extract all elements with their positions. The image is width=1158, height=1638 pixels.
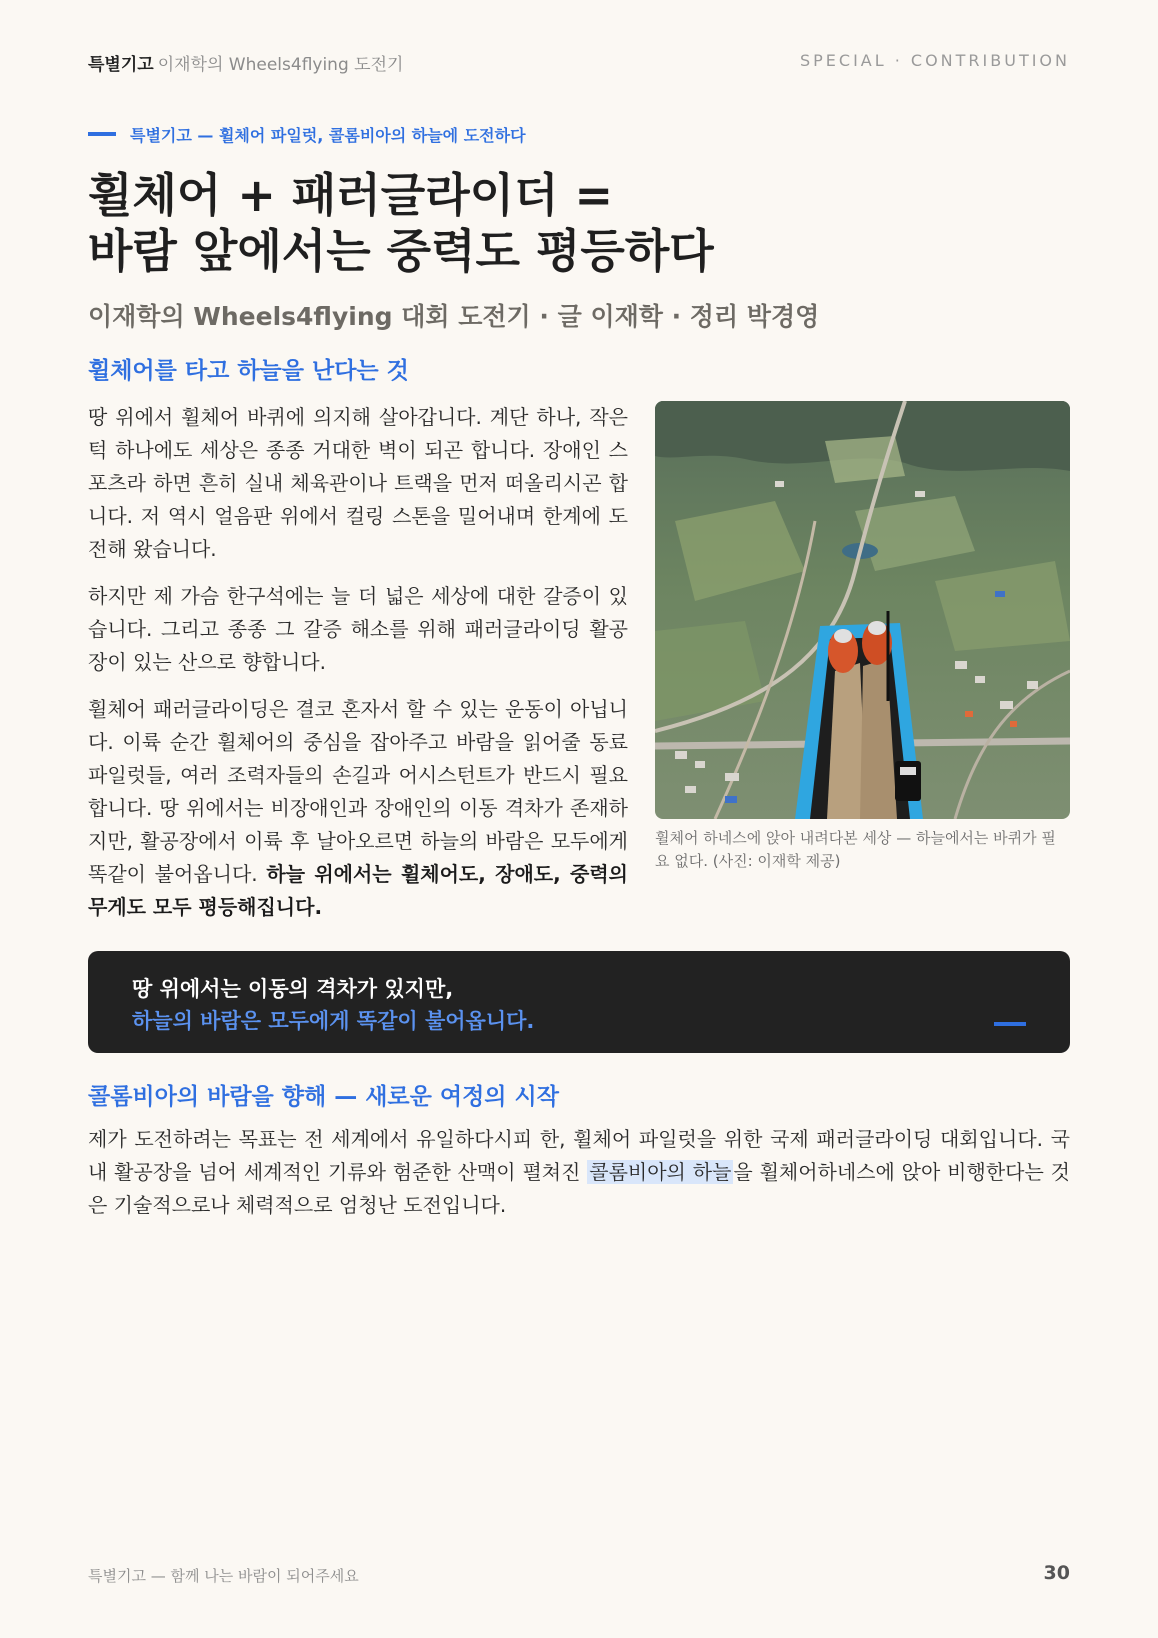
highlighted-text: 콜롬비아의 하늘 xyxy=(589,1160,732,1184)
pull-quote-dash xyxy=(994,1022,1026,1026)
paragraph-2: 하지만 제 가슴 한구석에는 늘 더 넓은 세상에 대한 갈증이 있습니다. 그리고 종종 그 갈증 해소를 위해 패러글라이딩 활공장이 있는 산으로 향합니다. xyxy=(88,584,628,674)
kicker-text: 특별기고 — 휠체어 파일럿, 콜롬비아의 하늘에 도전하다 xyxy=(130,126,526,145)
kicker-dash xyxy=(88,132,116,136)
paragraph-4-after: 을 휠체어하네스에 앉아 비행한다는 것은 기술적으로나 체력적으로 엄청난 도전입니다. xyxy=(88,1160,1070,1217)
pull-quote-line2: 하늘의 바람은 모두에게 똑같이 불어옵니다. xyxy=(132,1009,535,1033)
paragraph-1: 땅 위에서 휠체어 바퀴에 의지해 살아갑니다. 계단 하나, 작은 턱 하나에도 세상은 종종 거대한 벽이 되곤 합니다. 장애인 스포츠라 하면 흔히 실내 체육관이나 트랙을 먼저 떠올리시곤 합니다. 저 역시 얼음판 위에서 컬링 스톤을 밀어내며 한계에 도전해 왔습니다. xyxy=(88,405,628,561)
paragraph-3 xyxy=(88,693,628,924)
magazine-page xyxy=(88,0,1070,1638)
article-title-line2: 바람 앞에서는 중력도 평등하다 xyxy=(88,224,714,278)
article-title xyxy=(88,167,1070,279)
running-header-section: 특별기고 xyxy=(88,55,154,75)
pull-quote-line1: 땅 위에서는 이동의 격차가 있지만, xyxy=(132,977,454,1001)
section-heading-1: 휠체어를 타고 하늘을 난다는 것 xyxy=(88,358,409,384)
article-figure xyxy=(655,401,1070,873)
page-number: 30 xyxy=(1043,1562,1070,1584)
paragraph-4-before: 제가 도전하려는 목표는 전 세계에서 유일하다시피 한, 휠체어 파일럿을 위한 국제 패러글라이딩 대회입니다. 국내 활공장을 넘어 세계적인 기류와 험준한 산맥이 펼쳐진 xyxy=(88,1127,1070,1184)
article-subtitle: 이재학의 Wheels4flying 대회 도전기 · 글 이재학 · 정리 박경영 xyxy=(88,302,820,331)
paragraph-3-emphasis: 하늘 위에서는 휠체어도, 장애도, 중력의 무게도 모두 평등해집니다. xyxy=(88,862,628,919)
running-header-right: SPECIAL · CONTRIBUTION xyxy=(799,51,1070,70)
figure-caption: 휠체어 하네스에 앉아 내려다본 세상 — 하늘에서는 바퀴가 필요 없다. (사진: 이재학 제공) xyxy=(655,829,1056,870)
paragraph-4 xyxy=(88,1123,1070,1222)
section2-body xyxy=(88,1123,1070,1222)
section1-body xyxy=(88,401,628,938)
paragraph-3-lead: 휠체어 패러글라이딩은 결코 혼자서 할 수 있는 운동이 아닙니다. 이륙 순간 휠체어의 중심을 잡아주고 바람을 읽어줄 동료 파일럿들, 여러 조력자들의 손길과 어시스턴트가 반드시 필요합니다. 땅 위에서는 비장애인과 장애인의 이동 격차가 존재하지만, 활공장에서 이륙 후 날아오르면 하늘의 바람은 모두에게 똑같이 불어옵니다. xyxy=(88,697,628,886)
running-header-series: 이재학의 Wheels4flying 도전기 xyxy=(157,55,404,75)
pull-quote xyxy=(88,951,1070,1053)
article-title-line1: 휠체어 + 패러글라이더 = xyxy=(88,168,614,222)
running-header xyxy=(88,50,1070,74)
running-header-left xyxy=(88,50,403,75)
footer-text: 특별기고 — 함께 나는 바람이 되어주세요 xyxy=(88,1567,359,1585)
section-heading-2: 콜롬비아의 바람을 향해 — 새로운 여정의 시작 xyxy=(88,1084,559,1110)
aerial-photo xyxy=(655,401,1070,819)
